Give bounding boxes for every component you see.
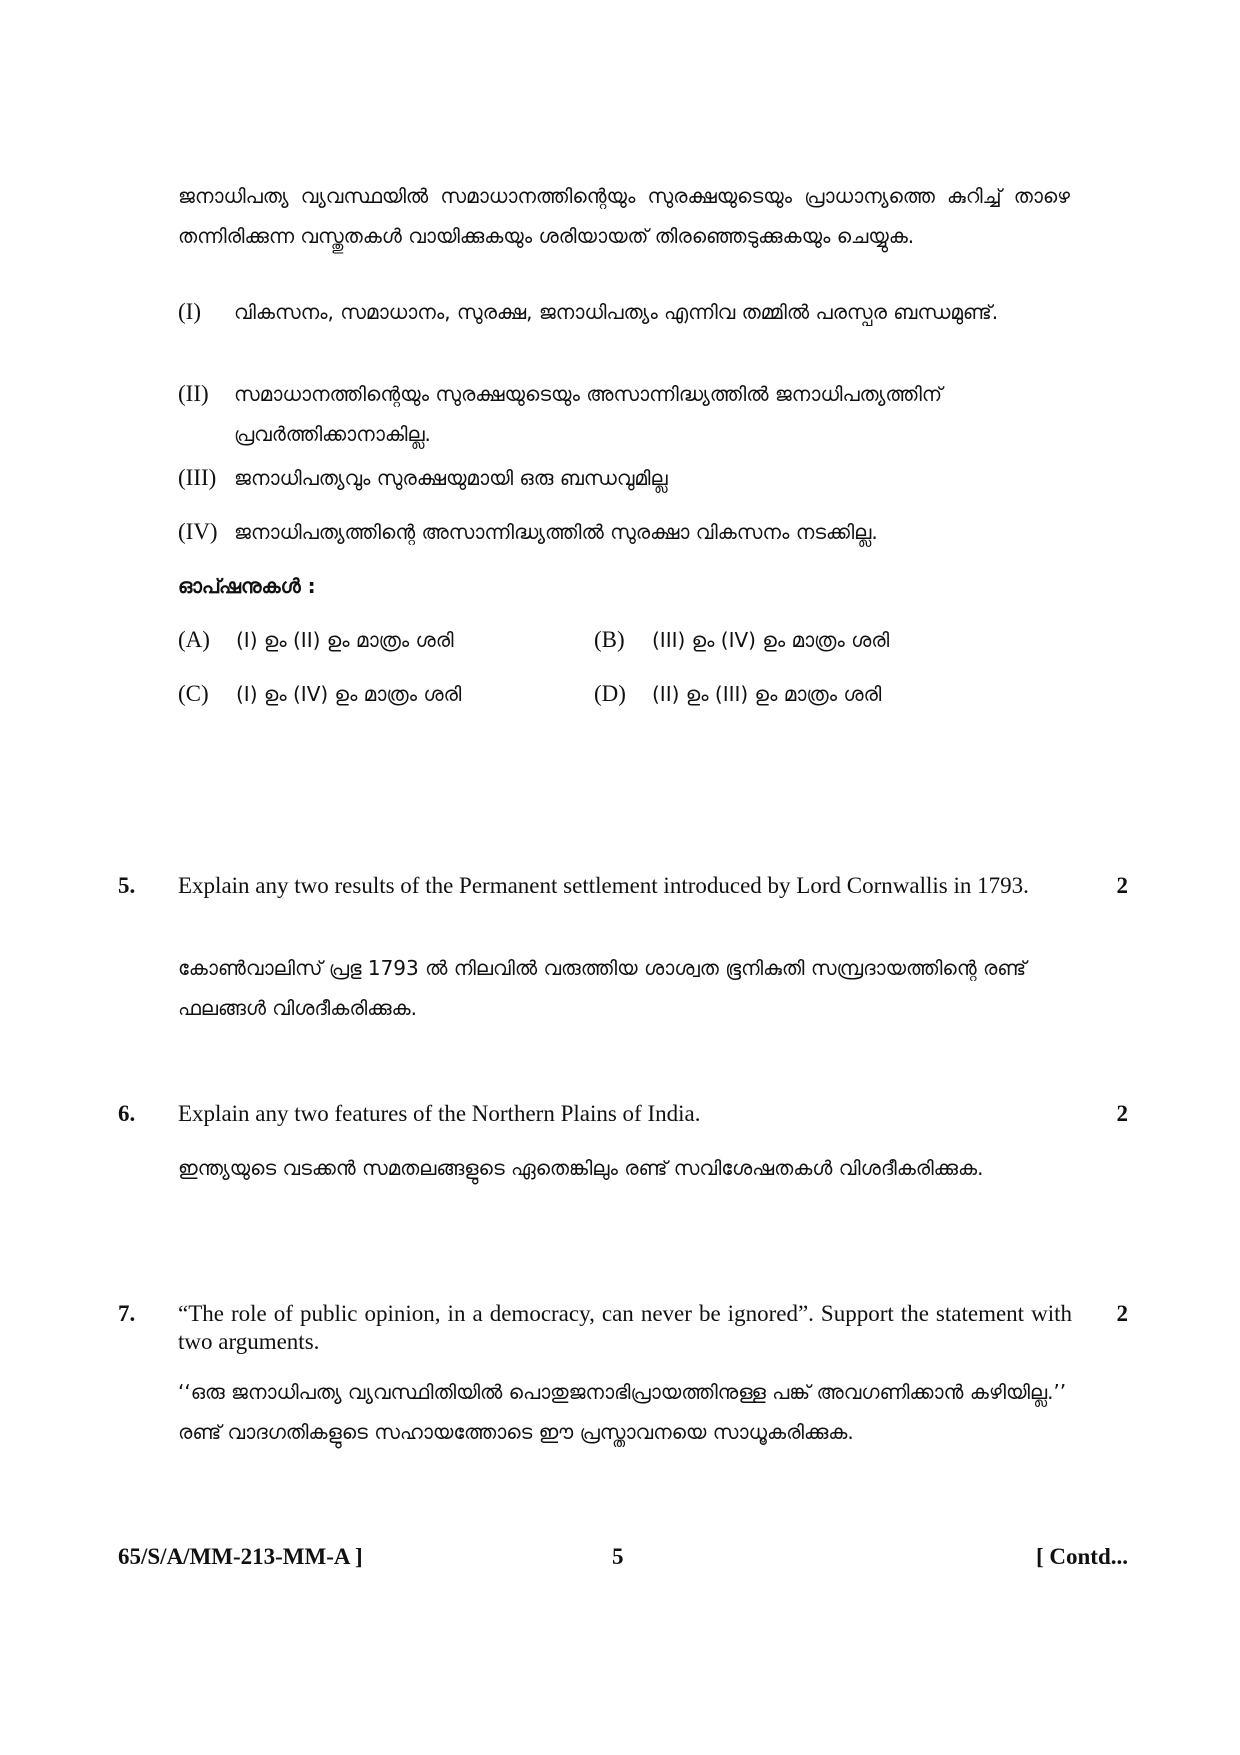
- option-text: (III) ഉം (IV) ഉം മാത്രം ശരി: [652, 628, 890, 652]
- option-text: (I) ഉം (II) ഉം മാത്രം ശരി: [236, 628, 454, 652]
- statement-item: [178, 374, 1070, 454]
- statement-item: [178, 458, 1070, 498]
- question-number: 6.: [118, 1101, 136, 1126]
- question-5: [118, 872, 1128, 1032]
- question-text-malayalam: കോൺവാലിസ് പ്രഭു 1793 ൽ നിലവിൽ വരുത്തിയ ശാശ്വത ഭൂനികുതി സമ്പ്രദായത്തിന്റെ രണ്ട് ഫലങ്ങൾ വിശദീകരിക്കുക.: [178, 956, 1027, 1020]
- statement-item: [178, 512, 1070, 552]
- statement-item: [178, 292, 1070, 372]
- statement-number: (I): [178, 299, 201, 324]
- option-label: (C): [178, 681, 209, 706]
- page-number: 5: [612, 1544, 624, 1569]
- option-label: (D): [594, 681, 626, 706]
- question-number: 5.: [118, 873, 136, 898]
- statement-text: ജനാധിപത്യത്തിന്റെ അസാന്നിദ്ധ്യത്തിൽ സുരക്ഷാ വികസനം നടക്കില്ല.: [234, 520, 878, 544]
- options-label: ഓപ്ഷനുകൾ :: [178, 574, 316, 598]
- statement-text: ജനാധിപത്യവും സുരക്ഷയുമായി ഒരു ബന്ധവുമില്ല: [234, 466, 668, 490]
- question-text: “The role of public opinion, in a democracy, can never be ignored”. Support the statement with two arguments.: [178, 1301, 1072, 1354]
- question-marks: 2: [1116, 873, 1128, 898]
- question-text-malayalam: ഇന്ത്യയുടെ വടക്കൻ സമതലങ്ങളുടെ ഏതെങ്കിലും രണ്ട് സവിശേഷതകൾ വിശദീകരിക്കുക.: [178, 1156, 984, 1180]
- option-text: (I) ഉം (IV) ഉം മാത്രം ശരി: [236, 682, 462, 706]
- statement-number: (II): [178, 381, 209, 406]
- question-marks: 2: [1116, 1101, 1128, 1126]
- statement-number: (IV): [178, 519, 218, 544]
- question-number: 7.: [118, 1301, 136, 1326]
- statement-text: സമാധാനത്തിന്റെയും സുരക്ഷയുടെയും അസാന്നിദ്ധ്യത്തിൽ ജനാധിപത്യത്തിന് പ്രവർത്തിക്കാനാകില്ല.: [234, 382, 943, 446]
- intro-paragraph: ജനാധിപത്യ വ്യവസ്ഥയിൽ സമാധാനത്തിന്റെയും സുരക്ഷയുടെയും പ്രാധാന്യത്തെ കുറിച്ച് താഴെ തന്നിരിക്കുന്ന വസ്തുതകൾ വായിക്കുകയും ശരിയായത് തിരഞ്ഞെടുക്കുകയും ചെയ്യുക.: [178, 184, 1070, 248]
- paper-code: 65/S/A/MM-213-MM-A ]: [118, 1544, 363, 1569]
- question-text-malayalam: ‘‘ഒരു ജനാധിപത്യ വ്യവസ്ഥിതിയിൽ പൊതുജനാഭിപ്രായത്തിനുള്ള പങ്ക് അവഗണിക്കാൻ കഴിയില്ല.’’ രണ്ട് വാദഗതികളുടെ സഹായത്തോടെ ഈ പ്രസ്താവനയെ സാധൂകരിക്കുക.: [178, 1380, 1067, 1444]
- statement-text: വികസനം, സമാധാനം, സുരക്ഷ, ജനാധിപത്യം എന്നിവ തമ്മിൽ പരസ്പര ബന്ധമുണ്ട്.: [234, 300, 999, 324]
- statement-number: (III): [178, 465, 217, 490]
- question-text: Explain any two results of the Permanent settlement introduced by Lord Cornwallis in 1793.: [178, 873, 1029, 898]
- continued-label: [ Contd...: [1035, 1544, 1128, 1569]
- question-text: Explain any two features of the Northern Plains of India.: [178, 1101, 701, 1126]
- question-6: [118, 1100, 1128, 1220]
- question-7: [118, 1300, 1128, 1460]
- option-label: (A): [178, 627, 210, 652]
- option-label: (B): [594, 627, 625, 652]
- question-marks: 2: [1116, 1301, 1128, 1326]
- option-text: (II) ഉം (III) ഉം മാത്രം ശരി: [652, 682, 882, 706]
